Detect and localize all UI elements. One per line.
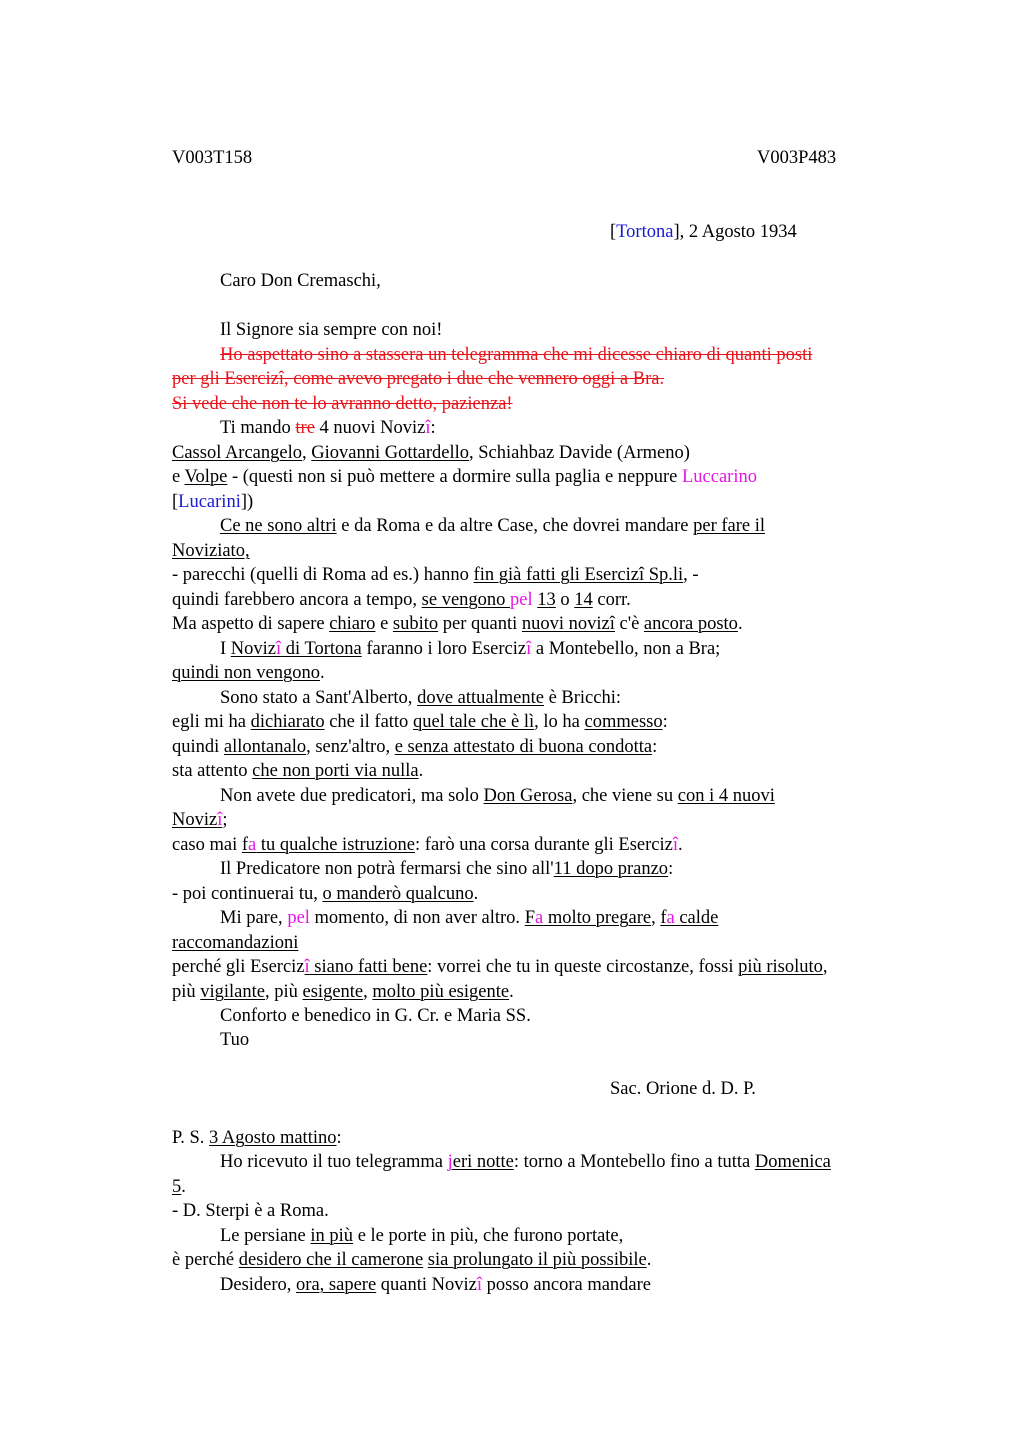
text-line-22: caso mai fa tu qualche istruzione: farò una corsa durante gli Esercizî. [172, 835, 683, 855]
text-line-6: Cassol Arcangelo, Giovanni Gottardello, Schiahbaz Davide (Armeno) [172, 443, 690, 463]
salutation: Caro Don Cremaschi, [220, 271, 381, 291]
text-line-23: Il Predicatore non potrà fermarsi che sino all'11 dopo pranzo: [220, 859, 674, 879]
text-line-21: Novizî; [172, 810, 228, 830]
postscript-line-3: 5. [172, 1177, 186, 1197]
text-line-8: [Lucarini]) [172, 492, 254, 512]
text-line-15: quindi non vengono. [172, 663, 325, 683]
text-line-13: Ma aspetto di sapere chiaro e subito per quanti nuovi novizî c'è ancora posto. [172, 614, 743, 634]
place-name: Tortona [616, 222, 674, 242]
deleted-line-3: per gli Esercizî, come avevo pregato i due che vennero oggi a Bra. [172, 369, 665, 389]
deleted-line-4: Si vede che non te lo avranno detto, pazienza! [172, 394, 513, 414]
text-line-12: quindi farebbero ancora a tempo, se vengono pel 13 o 14 corr. [172, 590, 631, 610]
date-line: [Tortona], 2 Agosto 1934 [610, 222, 797, 242]
text-line-16: Sono stato a Sant'Alberto, dove attualmente è Bricchi: [220, 688, 622, 708]
text-line-17: egli mi ha dichiarato che il fatto quel tale che è lì, lo ha commesso: [172, 712, 668, 732]
deleted-line-2: Ho aspettato sino a stassera un telegramma che mi dicesse chiaro di quanti posti [220, 345, 813, 365]
postscript-line-7: Desidero, ora, sapere quanti Novizî posso ancora mandare [220, 1275, 652, 1295]
text-line-28: più vigilante, più esigente, molto più esigente. [172, 982, 514, 1002]
postscript-line-4: - D. Sterpi è a Roma. [172, 1201, 329, 1221]
text-line-27: perché gli Esercizî siano fatti bene: vorrei che tu in queste circostanze, fossi più risoluto, [172, 957, 828, 977]
text-line-9: Ce ne sono altri e da Roma e da altre Case, che dovrei mandare per fare il [220, 516, 766, 536]
text-line-20: Non avete due predicatori, ma solo Don Gerosa, che viene su con i 4 nuovi [220, 786, 775, 806]
postscript-line-6: è perché desidero che il camerone sia prolungato il più possibile. [172, 1250, 652, 1270]
text-line-29: Conforto e benedico in G. Cr. e Maria SS. [220, 1006, 531, 1026]
signature: Sac. Orione d. D. P. [610, 1079, 756, 1099]
text-line-18: quindi allontanalo, senz'altro, e senza attestato di buona condotta: [172, 737, 658, 757]
text-line-25: Mi pare, pel momento, di non aver altro. Fa molto pregare, fa calde [220, 908, 719, 928]
text-line-24: - poi continuerai tu, o manderò qualcuno. [172, 884, 479, 904]
header-right-code: V003P483 [757, 148, 837, 168]
text-line-5: Ti mando tre 4 nuovi Novizî: [220, 418, 436, 438]
text-line-30: Tuo [220, 1030, 250, 1050]
text-line-11: - parecchi (quelli di Roma ad es.) hanno fin già fatti gli Esercizî Sp.li, - [172, 565, 699, 585]
text-line-14: I Novizî di Tortona faranno i loro Esercizî a Montebello, non a Bra; [220, 639, 721, 659]
text-line-10: Noviziato, [172, 541, 250, 561]
text-line-19: sta attento che non porti via nulla. [172, 761, 424, 781]
text-line-1: Il Signore sia sempre con noi! [220, 320, 443, 340]
header-left-code: V003T158 [172, 148, 253, 168]
text-line-26: raccomandazioni [172, 933, 299, 953]
postscript-line-2: Ho ricevuto il tuo telegramma jeri notte: torno a Montebello fino a tutta Domenica [220, 1152, 831, 1172]
postscript-line-1: P. S. 3 Agosto mattino: [172, 1128, 342, 1148]
postscript-line-5: Le persiane in più e le porte in più, che furono portate, [220, 1226, 624, 1246]
text-line-7: e Volpe - (questi non si può mettere a dormire sulla paglia e neppure Luccarino [172, 467, 757, 487]
